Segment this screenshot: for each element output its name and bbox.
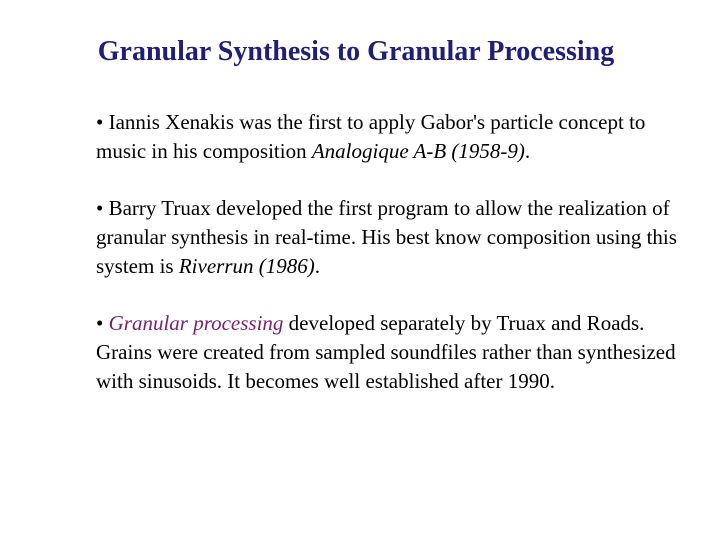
bullet-paragraph-truax bbox=[96, 194, 696, 281]
paragraph-end: . bbox=[314, 254, 320, 278]
bullet-paragraph-xenakis bbox=[96, 108, 696, 166]
composition-title-riverrun: Riverrun (1986) bbox=[178, 254, 315, 278]
bullet-marker: • bbox=[96, 196, 104, 220]
paragraph-end: . bbox=[524, 139, 531, 163]
paragraph-text: Barry Truax developed the first program to allow the realization of granular synthesis in real-time. His best know composition using this system is bbox=[96, 196, 677, 278]
bullet-paragraph-granular-processing bbox=[96, 309, 696, 396]
paragraph-text: developed separately by Truax and Roads. Grains were created from sampled soundfiles rather than synthesized with sinusoids. It becomes well established after 1990. bbox=[96, 311, 676, 393]
highlighted-term-granular-processing: Granular processing bbox=[108, 311, 284, 335]
composition-title-analogique: Analogique A-B (1958-9) bbox=[311, 139, 525, 163]
bullet-marker: • bbox=[96, 110, 104, 134]
slide-body bbox=[96, 108, 696, 424]
bullet-marker: • bbox=[96, 311, 104, 335]
paragraph-text: Iannis Xenakis was the first to apply Gabor's particle concept to music in his composition bbox=[96, 110, 646, 163]
slide-title: Granular Synthesis to Granular Processing bbox=[97, 36, 615, 67]
